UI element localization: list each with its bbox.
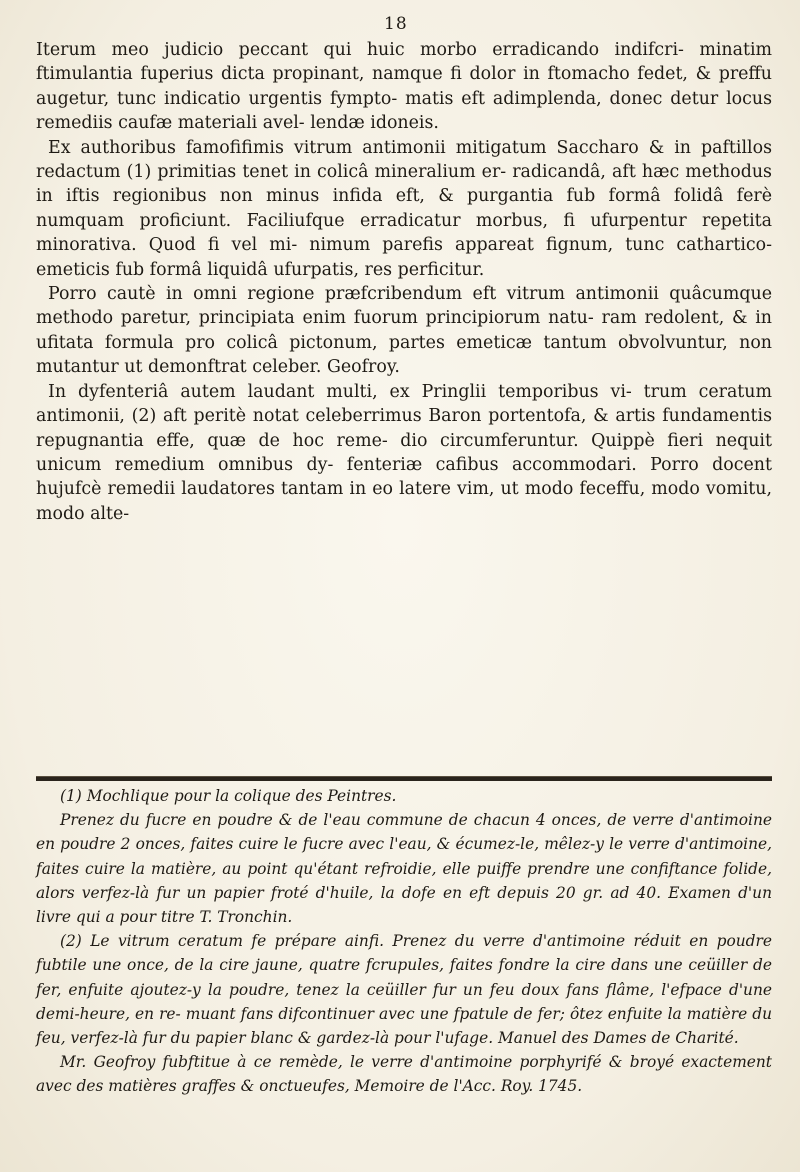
footnotes [36, 784, 772, 1099]
paragraph-1: Iterum meo judicio peccant qui huic morbo erradicando indifcri- minatim ftimulantia fuperius dicta propinant, namque fi dolor in ftomacho fedet, & preffu augetur, tunc indicatio urgentis fympto- matis eft adimplenda, donec detur locus remediis caufæ materiali avel- lendæ idoneis. [36, 40, 772, 134]
paragraph-2: Ex authoribus famofifimis vitrum antimonii mitigatum Saccharo & in paftillos redactum (1) primitias tenet in colicâ mineralium er- radicandâ, aft hæc methodus in iftis regionibus non minus infida eft, & purgantia fub formâ folidâ ferè numquam proficiunt. Faciliufque erradicatur morbus, fi ufurpentur repetita minorativa. Quod fi vel mi- nimum parefis appareat fignum, tunc cathartico-emeticis fub formâ liquidâ ufurpatis, res perficitur. [36, 137, 772, 280]
page-number: 18 [384, 14, 408, 34]
footnote-3: Mr. Geofroy fubftitue à ce remède, le verre d'antimoine porphyrifé & broyé exactement avec des matières graffes & onctueufes, Memoire de l'Acc. Roy. 1745. [36, 1053, 772, 1096]
footnote-1-recipe: Prenez du fucre en poudre & de l'eau commune de chacun 4 onces, de verre d'antimoine en poudre 2 onces, faites cuire le fucre avec l'eau, & écumez-le, mêlez-y le verre d'antimoine, faites cuire la matière, au point qu'étant refroidie, elle puiffe prendre une confiftance folide, alors verfez-là fur un papier froté d'huile, la dofe en eft depuis 20 gr. ad 40. Examen d'un livre qui a pour titre T. Tronchin. [36, 811, 772, 927]
footnote-2: (2) Le vitrum ceratum fe prépare ainfi. Prenez du verre d'antimoine réduit en poudre fubtile une once, de la cire jaune, quatre fcrupules, faites fondre la cire dans une ceüiller de fer, enfuite ajoutez-y la poudre, tenez la ceüiller fur un feu doux fans flâme, l'efpace d'une demi-heure, en re- muant fans difcontinuer avec une fpatule de fer; ôtez enfuite la matière du feu, verfez-là fur du papier blanc & gardez-là pour l'ufage. Manuel des Dames de Charité. [36, 932, 772, 1048]
footnote-divider [36, 776, 772, 781]
paragraph-3: Porro cautè in omni regione præfcribendum eft vitrum antimonii quâcumque methodo paretur, principiata enim fuorum principiorum natu- ram redolent, & in ufitata formula pro colicâ pictonum, partes emeticæ tantum obvolvuntur, non mutantur ut demonftrat celeber. Geofroy. [36, 284, 772, 378]
main-text [36, 38, 772, 526]
footnote-1-title: (1) Mochlique pour la colique des Peintres. [60, 787, 397, 805]
paragraph-4: In dyfenteriâ autem laudant multi, ex Pringlii temporibus vi- trum ceratum antimonii, (2) aft peritè notat celeberrimus Baron portentofa, & artis fundamentis repugnantia effe, quæ de hoc reme- dio circumferuntur. Quippè fieri nequit unicum remedium omnibus dy- fenteriæ cafibus accommodari. Porro docent hujufcè remedii laudatores tantam in eo latere vim, ut modo feceffu, modo vomitu, modo alte- [36, 381, 772, 524]
